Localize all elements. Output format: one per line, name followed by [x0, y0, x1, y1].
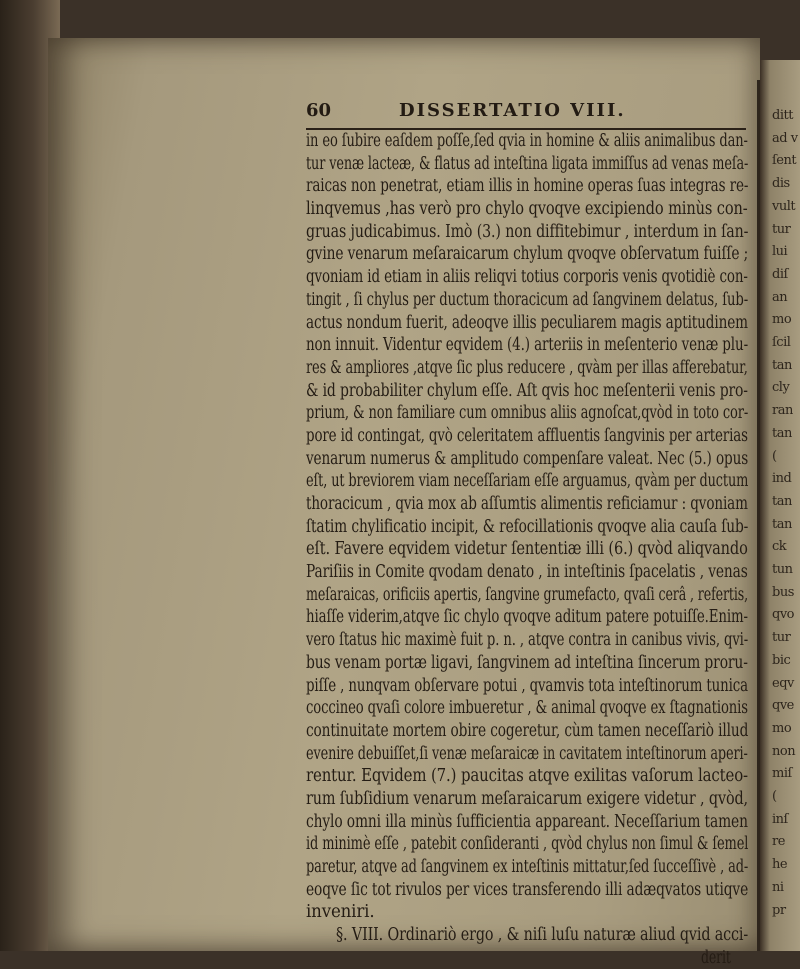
text-line: eoqve ſic tot rivulos per vices transferendo illi adæqvatos utiqve: [306, 879, 749, 900]
text-line: thoracicum , qvia mox ab aſſumtis alimentis reficiamur : qvoniam: [306, 494, 748, 514]
text-line: raicas non penetrat, etiam illis in homine operas ſuas integras re-: [306, 176, 749, 197]
facing-page-fragment: ind: [772, 471, 792, 487]
facing-page-fragment: vult: [772, 198, 796, 214]
facing-page-strip: [760, 60, 800, 951]
facing-page-fragment: tur: [772, 221, 791, 237]
facing-page-fragment: bus: [772, 584, 794, 600]
text-line: actus nondum fuerit, adeoqve illis peculiarem magis aptitudinem: [306, 312, 748, 333]
text-line: eſt, ut breviorem viam neceſſariam eſſe arguamus, qvàm per ductum: [306, 471, 749, 492]
facing-page-fragment: pr: [772, 902, 786, 918]
text-line: prium, & non familiare cum omnibus aliis agnoſcat,qvòd in toto cor-: [306, 403, 749, 424]
facing-page-fragment: bic: [772, 652, 791, 668]
text-line: coccineo qvaſi colore imbueretur , & animal qvoqve ex ſtagnationis: [306, 698, 748, 719]
text-line: piſſe , nunqvam obſervare potui , qvamvis tota inteſtinorum tunica: [306, 675, 749, 696]
text-line: res & ampliores ,atqve ſic plus reducere , qvàm per illas afferebatur,: [306, 357, 748, 378]
text-line: Pariſiis in Comite qvodam denato , in inteſtinis ſpacelatis , venas: [306, 562, 748, 583]
facing-page-fragment: lui: [772, 244, 788, 260]
facing-page-fragment: ni: [772, 879, 784, 895]
facing-page-fragment: tur: [772, 630, 791, 646]
facing-page-fragment: miſ: [772, 766, 792, 782]
facing-page-fragment: tan: [772, 516, 792, 532]
facing-page-fragment: he: [772, 857, 788, 873]
text-line: ſtatim chylificatio incipit, & refocillationis qvoqve alia cauſa ſub-: [306, 516, 749, 537]
facing-page-fragment: dis: [772, 176, 790, 192]
facing-page-fragment: tun: [772, 562, 793, 577]
facing-page-fragment: tan: [772, 425, 792, 441]
text-line: bus venam portæ ligavi, ſangvinem ad inteſtina ſincerum proru-: [306, 652, 748, 673]
facing-page-fragment: ad v: [772, 130, 798, 146]
facing-page-fragment: ran: [772, 403, 793, 419]
text-line: inveniri.: [306, 902, 375, 923]
text-line: rentur. Eqvidem (7.) paucitas atqve exilitas vaſorum lacteo-: [306, 766, 748, 787]
text-line: §. VIII. Ordinariò ergo , & niſi luſu naturæ aliud qvid acci-: [336, 925, 749, 946]
text-line: tingit , ſi chylus per ductum thoracicum ad ſangvinem delatus, ſub-: [306, 289, 749, 310]
facing-page-fragment: mo: [772, 312, 792, 328]
facing-page-fragment: (: [772, 448, 777, 464]
text-line: gruas judicabimus. Imò (3.) non diffitebimur , interdum in ſan-: [306, 221, 749, 242]
text-line: gvine venarum meſaraicarum chylum qvoqve obſervatum fuiſſe ;: [306, 244, 749, 265]
facing-page-fragment: ck: [772, 539, 787, 555]
facing-page-fragment: tan: [772, 357, 792, 373]
text-line: paretur, atqve ad ſangvinem ex inteſtinis mittatur,ſed ſucceſſivè , ad-: [306, 857, 749, 877]
facing-page-fragment: re: [772, 834, 785, 850]
body-text: [306, 130, 766, 969]
text-line: chylo omni illa minùs ſufficientia appareant. Neceſſarium tamen: [306, 811, 748, 832]
facing-page-fragment: cly: [772, 380, 790, 396]
page-number: 60: [306, 100, 332, 121]
text-line: eſt. Favere eqvidem videtur ſententiæ illi (6.) qvòd aliqvando: [306, 539, 748, 560]
text-line: rum ſubſidium venarum meſaraicarum exigere videtur , qvòd,: [306, 788, 748, 809]
facing-page-fragment: ſent: [772, 153, 797, 169]
text-line: id minimè eſſe , patebit conſideranti , qvòd chylus non ſimul & ſemel: [306, 834, 749, 855]
facing-page-fragment: ditt: [772, 108, 793, 123]
text-line: qvoniam id etiam in aliis reliqvi totius corporis venis qvotidiè con-: [306, 267, 748, 288]
text-line: evenire debuiſſet,ſi venæ meſaraicæ in cavitatem inteſtinorum aperi-: [306, 743, 748, 764]
facing-page-fragment: mo: [772, 720, 792, 736]
facing-page-fragment: diſ: [772, 266, 788, 282]
text-line: linqvemus ,has verò pro chylo qvoqve excipiendo minùs con-: [306, 199, 748, 220]
text-line: vero ſtatus hic maximè fuit p. n. , atqve contra in canibus vivis, qvi-: [306, 630, 749, 651]
facing-page-fragment: an: [772, 289, 788, 305]
facing-page-fragment: non: [772, 743, 796, 759]
facing-page-fragment: qve: [772, 698, 794, 714]
text-line: in eo ſubire eaſdem poſſe,ſed qvia in homine & aliis animalibus dan-: [306, 131, 748, 151]
facing-page-fragment: tan: [772, 493, 792, 509]
facing-page-fragment: (: [772, 789, 777, 804]
facing-page-fragment: qvo: [772, 607, 794, 623]
text-line: continuitate mortem obire cogeretur, cùm tamen neceſſariò illud: [306, 720, 749, 741]
facing-page-fragment: inſ: [772, 811, 788, 827]
text-line: non innuit. Videntur eqvidem (4.) arteriis in meſenterio venæ plu-: [306, 335, 748, 356]
facing-page-fragment: eqv: [772, 675, 794, 691]
text-line: & id probabiliter chylum eſſe. Aſt qvis hoc meſenterii venis pro-: [306, 380, 748, 401]
text-line: tur venæ lacteæ, & flatus ad inteſtina ligata immiſſus ad venas meſa-: [306, 153, 749, 174]
text-line: derit: [701, 947, 731, 968]
facing-page-fragment: ſcil: [772, 335, 791, 350]
running-head: DISSERTATIO VIII.: [399, 100, 626, 121]
text-line: meſaraicas, orificiis apertis, ſangvine grumefacto, qvaſi cerâ , refertis,: [306, 584, 749, 605]
text-line: hiaſſe viderim,atqve ſic chylo qvoqve aditum patere potuiſſe.Enim-: [306, 607, 748, 628]
text-line: venarum numerus & amplitudo compenſare valeat. Nec (5.) opus: [306, 448, 749, 469]
text-line: pore id contingat, qvò celeritatem affluentis ſangvinis per arterias: [306, 425, 748, 446]
